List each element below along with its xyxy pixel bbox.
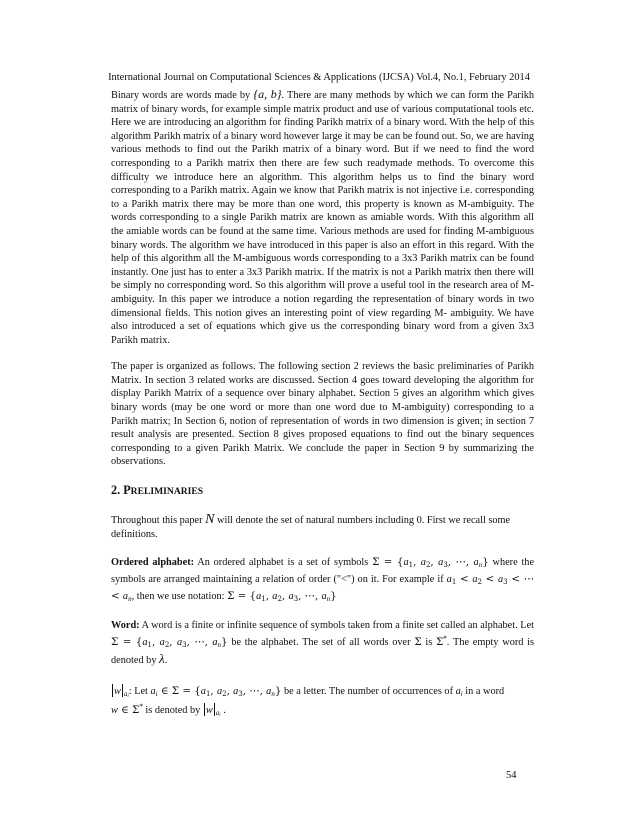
count-notation: w $_{a_i}$ [114,686,129,700]
letter-membership-expression: $a_i$ ∈ $\Sigma = \{a_1$, $a_2$, $a_3$, ⋯, $a_n$} [150,685,282,699]
definition-word: Word: A word is a finite or infinite sequence of symbols taken from a finite set called an alphabet. Let $\Sigma = \{a_1$, $a_2$, $a_3$, ⋯, $a_n$} be the alphabet. The set of all words over Σ is Σ*. The empty word is denoted by λ. [111,620,535,667]
definition-occurrence-count: w $_{a_i}$: Let $a_i$ ∈ $\Sigma = \{a_1$, $a_2$, $a_3$, ⋯, $a_n$} be a letter. The number of occurrences of $a_i$ in a word w ∈ Σ* is denoted by w $_{a_i}$ . [111,685,505,719]
letter-ai: $a_i$ [455,686,463,699]
natural-numbers-symbol: N [205,512,215,528]
binary-alphabet-set: {a, b} [253,87,282,101]
sigma-star-expression: Σ* [435,635,447,649]
definition-ordered-alphabet: Ordered alphabet: An ordered alphabet is a set of symbols $\Sigma = \{a_1$, $a_2$, $a_3$, ⋯, $a_n$} where the symbols are arranged maintaining a relation of order ("<") on it. For example if $a_1 < a_2 < a_3$ < ⋯ < $a_n$, then we use notation: $\Sigma = \{a_1$, $a_2$, $a_3$, ⋯, $a_n$} [111,556,535,604]
body-text [111,88,534,720]
running-header: International Journal on Computational Sciences & Applications (IJCSA) Vol.4, No.1, February 2014 [108,72,530,83]
term-word: Word: [111,620,140,632]
intro-lead: Binary words are words made by [111,90,251,101]
word-membership-expression: w ∈ Σ* [111,703,143,717]
sigma-symbol: Σ [414,636,422,649]
preliminaries-intro: Throughout this paper N will denote the set of natural numbers including 0. First we recall some definitions. [111,512,511,540]
order-chain-expression: $a_1 < a_2 < a_3$ < ⋯ < $a_n$ [111,573,534,604]
section-number: 2. [111,483,121,498]
alphabet-expression: $\Sigma = \{a_1$, $a_2$, $a_3$, ⋯, $a_n$} [111,636,228,650]
section-title-initial: P [123,483,131,498]
count-notation-repeat: w $_{a_i}$ [205,705,221,719]
intro-rest: . There are many methods by which we can form the Parikh matrix of binary words, for example simple matrix product and use of various computational tools etc. Here we are introducing an algorithm for finding Parikh matrix of a binary word. With the help of this algorithm Parikh matrix of a binary word however large it may be can be found out. So, we are having various methods to find out the Parikh matrix of a binary word. But if we need to find the word corresponding to a Parikh matrix then there are few such readymade methods. To overcome this difficulty we introduce here an algorithm. This algorithm helps us to find the binary word corresponding to a Parikh matrix. Again we know that Parikh matrix is not injective i.e. corresponding to a Parikh matrix there may be more than one word, this property is known as M-ambiguity. The words corresponding to a single Parikh matrix are known as amiable words. With this algorithm all the amiable words can be found at the same time. Various methods are used for finding M-ambiguous binary words. The algorithm we have introduced in this paper is also an effort in this regard. With the help of this algorithm all the M-ambiguous words corresponding to a 3x3 Parikh matrix can be found instantly. One just has to enter a 3x3 Parikh matrix. If the matrix is not a Parikh matrix then there will be simply no corresponding word. So this algorithm will prove a useful tool in the research area of M-ambiguity. In this paper we introduce a notion regarding the representation of binary words in two dimensional fields. This notion gives an interesting point of view regarding M- ambiguity. We have also introduced a set of equations which give us the corresponding binary word from a given 3x3 Parikh matrix. [111,90,534,346]
ordered-set-expression: $\Sigma = \{a_1$, $a_2$, $a_3$, ⋯, $a_n$} [372,556,489,570]
section-heading [111,482,534,500]
intro-paragraph-2: The paper is organized as follows. The following section 2 reviews the basic preliminaries of Parikh Matrix. In section 3 related works are discussed. Section 4 goes toward developing the algorithm for display Parikh Matrix of a sequence over binary alphabet. Section 5 gives an algorithm which gives binary words (may be one word or more than one word due to M-ambiguity) corresponding to a Parikh matrix; In Section 6, notion of representation of words in two dimension is given; in section 7 result analysis are presented. Section 8 gives proposed equations to find out the binary sequences corresponding to a given Parikh Matrix. We conclude the paper in Section 9 by summarizing the observations. [111,361,534,468]
intro-paragraph-1 [111,88,534,347]
section-title-rest: RELIMINARIES [130,486,204,498]
empty-word-symbol: λ [159,651,165,667]
notation-expression: $\Sigma = \{a_1$, $a_2$, $a_3$, ⋯, $a_n$} [227,590,337,604]
page-number: 54 [506,770,517,781]
term-ordered-alphabet: Ordered alphabet: [111,557,195,569]
